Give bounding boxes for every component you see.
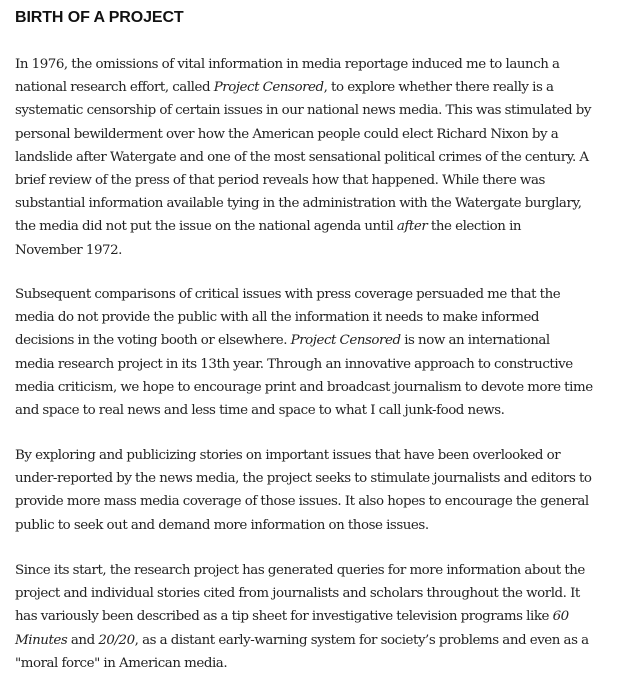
body-text: national research effort, called (15, 80, 214, 96)
italic-title-text: after (396, 219, 428, 235)
italic-title-text: Project Censored (290, 333, 401, 349)
text-line (15, 605, 621, 628)
text-line (15, 629, 621, 652)
text-line (15, 76, 621, 99)
text-line (15, 99, 621, 122)
text-line (15, 490, 621, 513)
text-line (15, 329, 621, 352)
text-line (15, 123, 621, 146)
body-text: under-reported by the news media, the project seeks to stimulate journalists and editors to (15, 471, 592, 487)
paragraph-4 (15, 559, 621, 675)
body-text: public to seek out and demand more information on those issues. (15, 517, 429, 533)
body-text: November 1972. (15, 242, 122, 258)
italic-title-text: Minutes (15, 632, 68, 648)
body-text: In 1976, the omissions of vital information in media reportage induced me to launch a (15, 57, 560, 72)
body-text: , as a distant early-warning system for society’s problems and even as a (134, 632, 589, 648)
body-text: has variously been described as a tip sheet for investigative television programs like (15, 609, 553, 625)
body-text: systematic censorship of certain issues in our national news media. This was stimulated by (15, 103, 591, 119)
text-line (15, 559, 621, 582)
text-line (15, 215, 621, 238)
text-line (15, 192, 621, 215)
text-line (15, 283, 621, 306)
text-line (15, 353, 621, 376)
body-text: and (67, 632, 99, 648)
text-line (15, 53, 621, 76)
body-text: "moral force" in American media. (15, 655, 228, 671)
text-line (15, 582, 621, 605)
paragraph-1 (15, 53, 621, 262)
body-text: , to explore whether there really is a (323, 80, 554, 96)
body-text: substantial information available tying in the administration with the Watergate burglary, (15, 196, 582, 212)
text-line (15, 399, 621, 422)
body-text: By exploring and publicizing stories on important issues that have been overlooked or (15, 448, 561, 463)
body-text: landslide after Watergate and one of the most sensational political crimes of the century. A (15, 149, 589, 165)
body-text: brief review of the press of that period reveals how that happened. While there was (15, 173, 545, 189)
body-text: is now an international (400, 333, 550, 349)
body-text: media do not provide the public with all the information it needs to make informed (15, 310, 540, 326)
body-text: the election in (427, 219, 522, 235)
body-text: Since its start, the research project has generated queries for more information about the (15, 563, 585, 578)
text-line (15, 652, 621, 675)
italic-title-text: 20/20 (98, 632, 135, 648)
body-text: Subsequent comparisons of critical issues with press coverage persuaded me that the (15, 287, 561, 302)
document-title: BIRTH OF A PROJECT (15, 9, 184, 26)
body-text: provide more mass media coverage of those issues. It also hopes to encourage the general (15, 494, 589, 510)
body-text: personal bewilderment over how the American people could elect Richard Nixon by a (15, 126, 559, 142)
text-line (15, 239, 621, 262)
paragraph-3 (15, 444, 621, 537)
italic-title-text: 60 (552, 609, 569, 625)
text-line (15, 467, 621, 490)
body-text: project and individual stories cited from journalists and scholars throughout the world. It (15, 586, 580, 602)
text-line (15, 169, 621, 192)
body-text: media research project in its 13th year. Through an innovative approach to constructive (15, 356, 573, 372)
text-line (15, 306, 621, 329)
text-line (15, 146, 621, 169)
italic-title-text: Project Censored (213, 80, 324, 96)
text-line (15, 376, 621, 399)
text-line (15, 444, 621, 467)
body-text: media criticism, we hope to encourage print and broadcast journalism to devote more time (15, 379, 593, 395)
document-page (0, 0, 626, 28)
body-text: decisions in the voting booth or elsewhere. (15, 333, 291, 349)
body-text: and space to real news and less time and space to what I call junk-food news. (15, 403, 505, 419)
body-text: the media did not put the issue on the national agenda until (15, 219, 397, 235)
text-line (15, 514, 621, 537)
paragraph-2 (15, 283, 621, 422)
